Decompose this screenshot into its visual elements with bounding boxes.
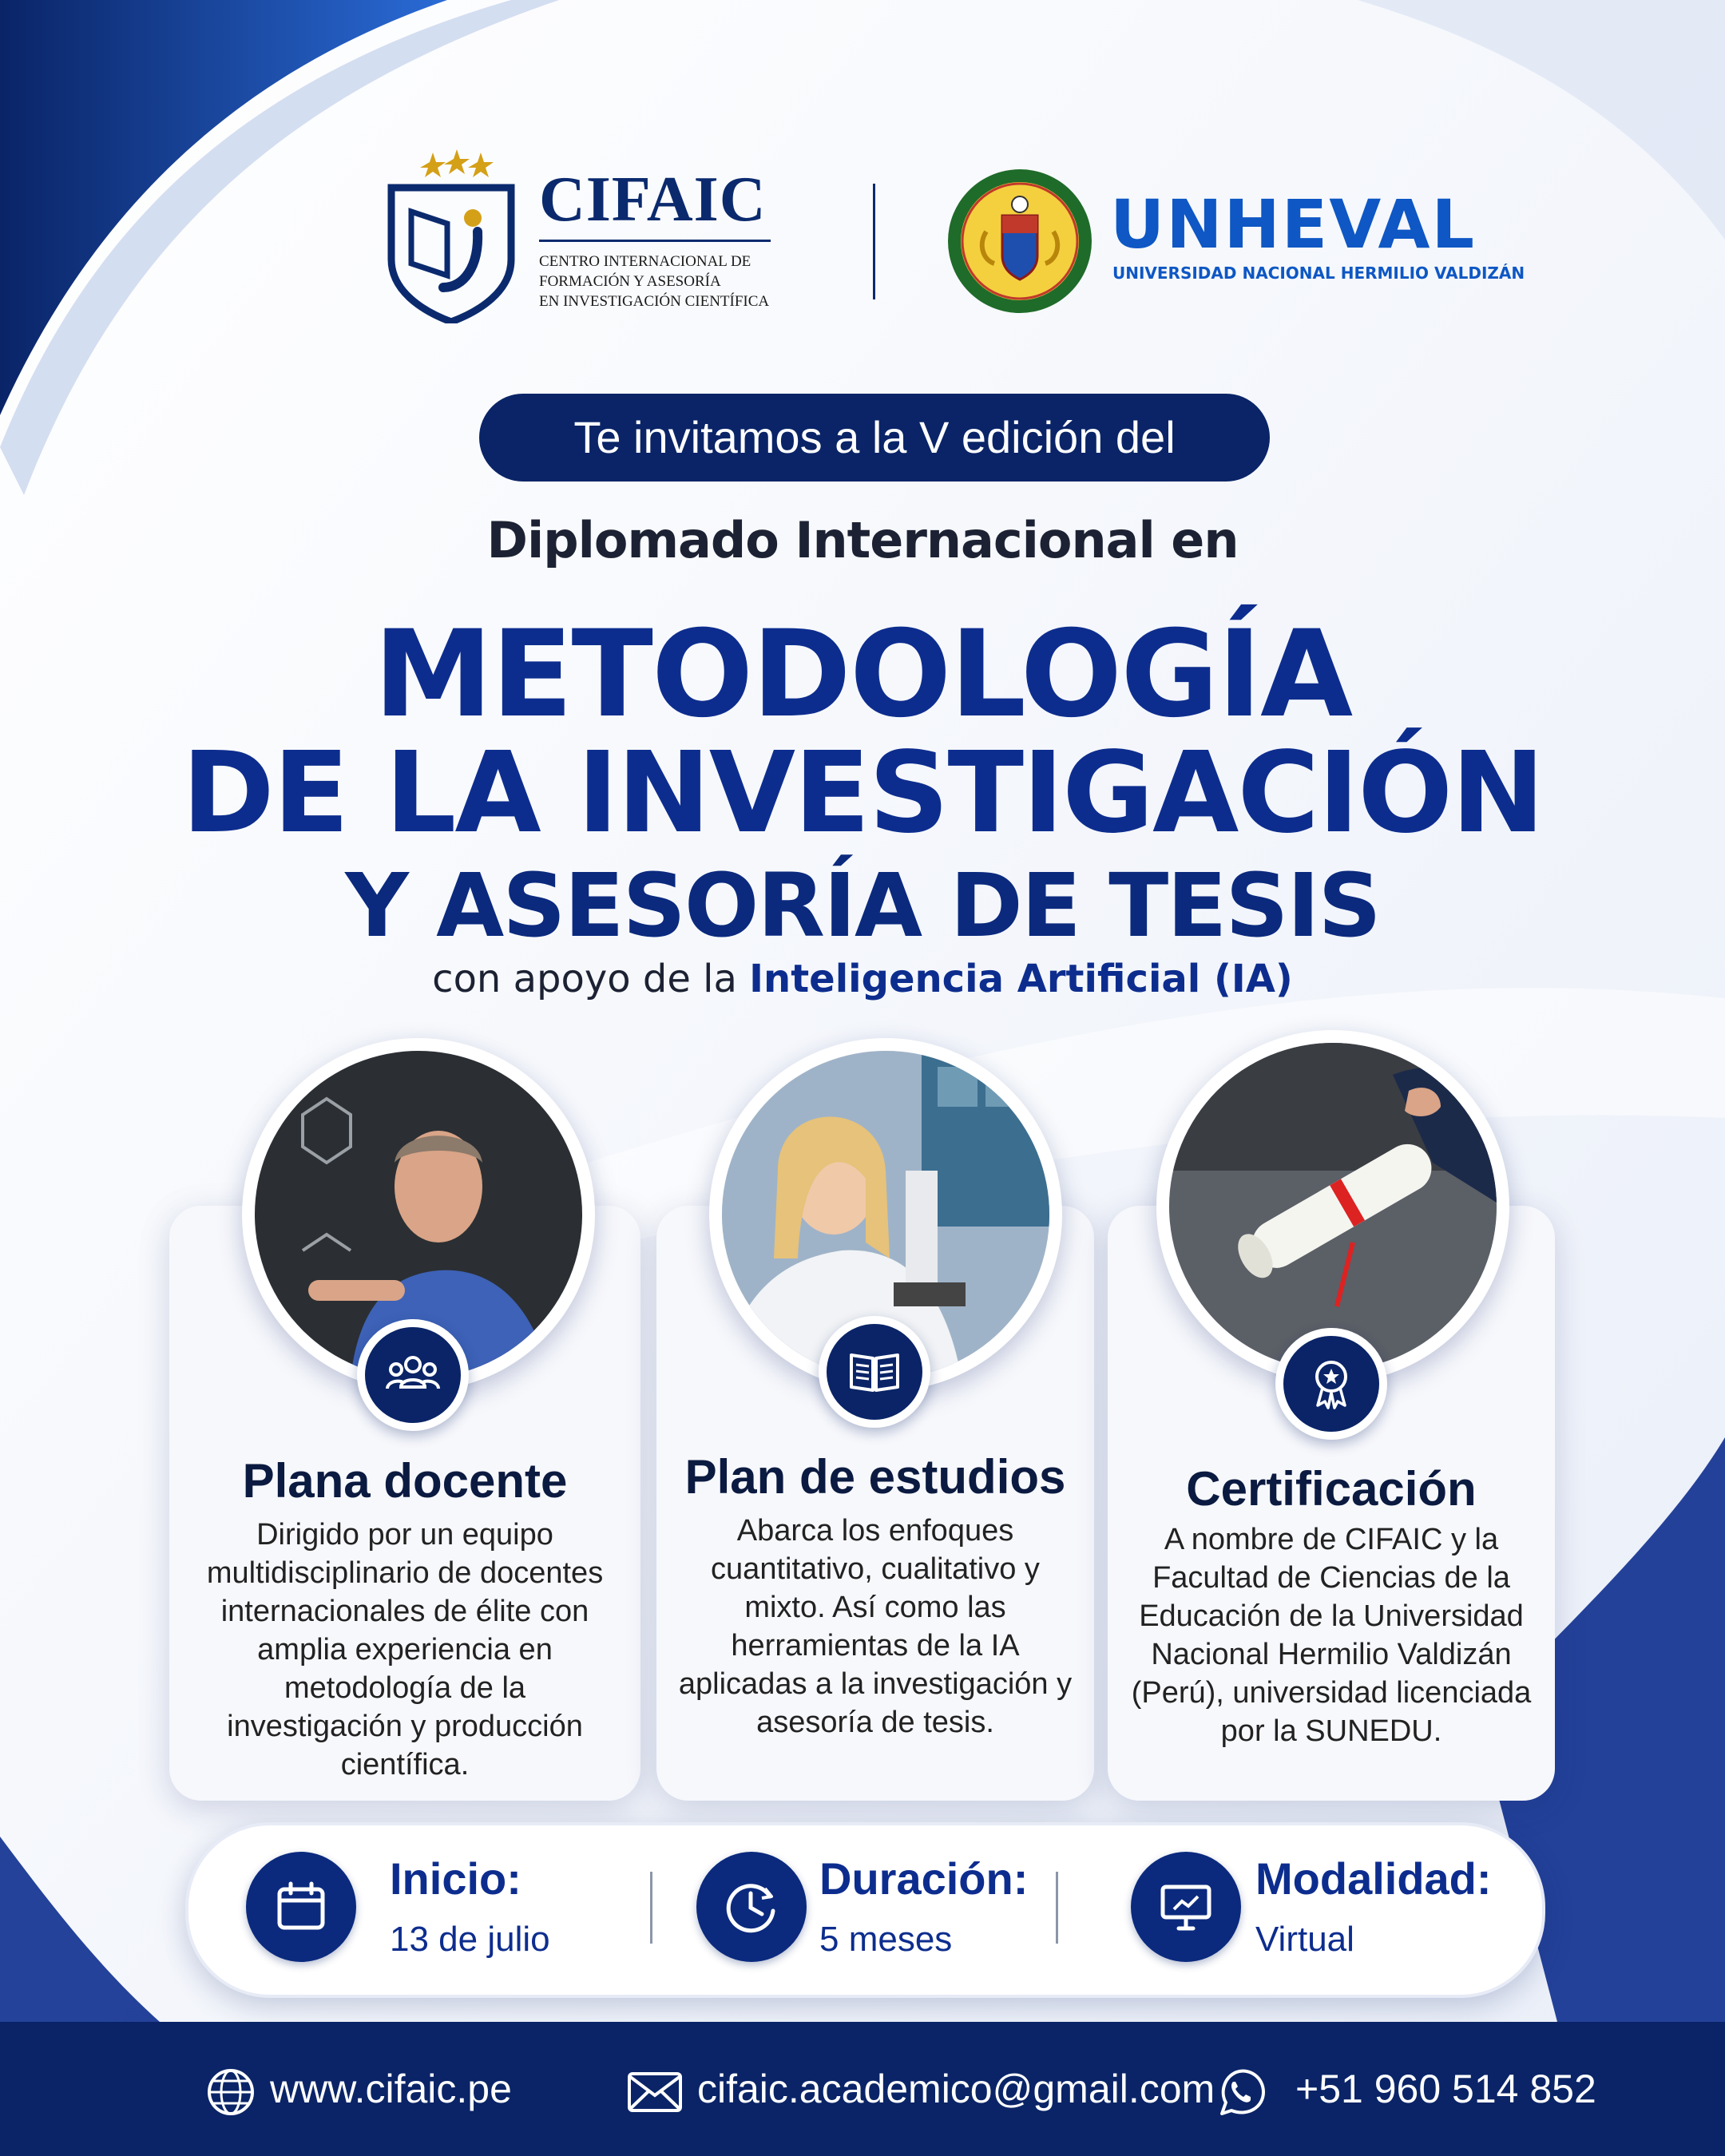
info-bar <box>185 1822 1545 1998</box>
info-duracion-label: Duración: <box>819 1853 1029 1904</box>
footer-email-text[interactable]: cifaic.academico@gmail.com <box>697 2067 1215 2111</box>
monitor-icon-badge <box>1131 1852 1241 1962</box>
whatsapp-icon <box>1214 2066 1267 2118</box>
title-ia <box>0 957 1725 1001</box>
title-metodologia: METODOLOGÍA <box>373 605 1352 744</box>
card-text: Dirigido por un equipo multidisciplinario de docentes internacionales de élite con amplia experiencia en metodología de la investigación y producción científica. <box>206 1518 604 1781</box>
title-diplomado: Diplomado Internacional en <box>486 511 1239 569</box>
title-ia-prefix: con apoyo de la <box>432 957 750 1001</box>
calendar-icon-badge <box>246 1852 356 1962</box>
cifaic-divider <box>539 240 771 242</box>
award-icon-badge <box>1275 1328 1387 1440</box>
cifaic-subtitle-line: EN INVESTIGACIÓN CIENTÍFICA <box>539 293 770 310</box>
info-inicio-label: Inicio: <box>390 1853 521 1904</box>
invite-banner: Te invitamos a la V edición del <box>479 394 1270 482</box>
cifaic-subtitle-line: CENTRO INTERNACIONAL DE <box>539 253 751 270</box>
calendar-icon <box>273 1879 329 1935</box>
clock-icon-badge <box>696 1852 807 1962</box>
footer-phone[interactable] <box>1214 2022 1596 2156</box>
title-investigacion: DE LA INVESTIGACIÓN <box>181 728 1544 858</box>
email-icon <box>627 2071 683 2113</box>
footer-website-text[interactable]: www.cifaic.pe <box>270 2067 512 2111</box>
card-title: Plana docente <box>242 1454 568 1508</box>
unheval-subtitle: UNIVERSIDAD NACIONAL HERMILIO VALDIZÁN <box>1112 264 1525 283</box>
info-modalidad-value: Virtual <box>1255 1920 1354 1959</box>
card-title: Certificación <box>1186 1462 1477 1516</box>
cifaic-logo <box>375 140 791 331</box>
cifaic-subtitle <box>539 252 769 311</box>
footer-website[interactable] <box>206 2022 512 2156</box>
unheval-seal-icon <box>946 168 1094 315</box>
cifaic-subtitle-line: FORMACIÓN Y ASESORÍA <box>539 273 721 290</box>
monitor-icon <box>1158 1879 1214 1935</box>
book-icon-badge <box>819 1316 930 1428</box>
globe-icon <box>206 2067 256 2117</box>
people-icon <box>385 1347 441 1403</box>
info-duracion-value: 5 meses <box>819 1920 953 1959</box>
award-icon <box>1303 1356 1359 1412</box>
info-modalidad-label: Modalidad: <box>1255 1853 1492 1904</box>
info-separator <box>650 1872 652 1944</box>
logo-divider <box>873 184 875 299</box>
book-icon <box>847 1344 902 1400</box>
diploma-image <box>1169 1043 1497 1370</box>
info-inicio-value: 13 de julio <box>390 1920 550 1959</box>
unheval-logo <box>946 168 1525 327</box>
card-text: Abarca los enfoques cuantitativo, cualitativo y mixto. Así como las herramientas de la IA aplicadas a la investigación y asesoría de tesis. <box>678 1514 1073 1739</box>
card-title: Plan de estudios <box>684 1450 1066 1504</box>
footer-email[interactable] <box>627 2022 1215 2156</box>
title-ia-highlight: Inteligencia Artificial (IA) <box>749 957 1293 1001</box>
unheval-name: UNHEVAL <box>1110 185 1477 264</box>
clock-icon <box>724 1879 779 1935</box>
cifaic-shield-icon <box>383 148 519 323</box>
title-asesoria: Y ASESORÍA DE TESIS <box>345 854 1380 957</box>
info-separator <box>1056 1872 1058 1944</box>
footer <box>0 2022 1725 2156</box>
cifaic-name: CIFAIC <box>539 164 767 235</box>
people-icon-badge <box>357 1319 469 1431</box>
card-text: A nombre de CIFAIC y la Facultad de Ciencias de la Educación de la Universidad Nacional Hermilio Valdizán (Perú), universidad licenciada por la SUNEDU. <box>1131 1523 1532 1748</box>
footer-phone-text[interactable]: +51 960 514 852 <box>1295 2067 1596 2111</box>
